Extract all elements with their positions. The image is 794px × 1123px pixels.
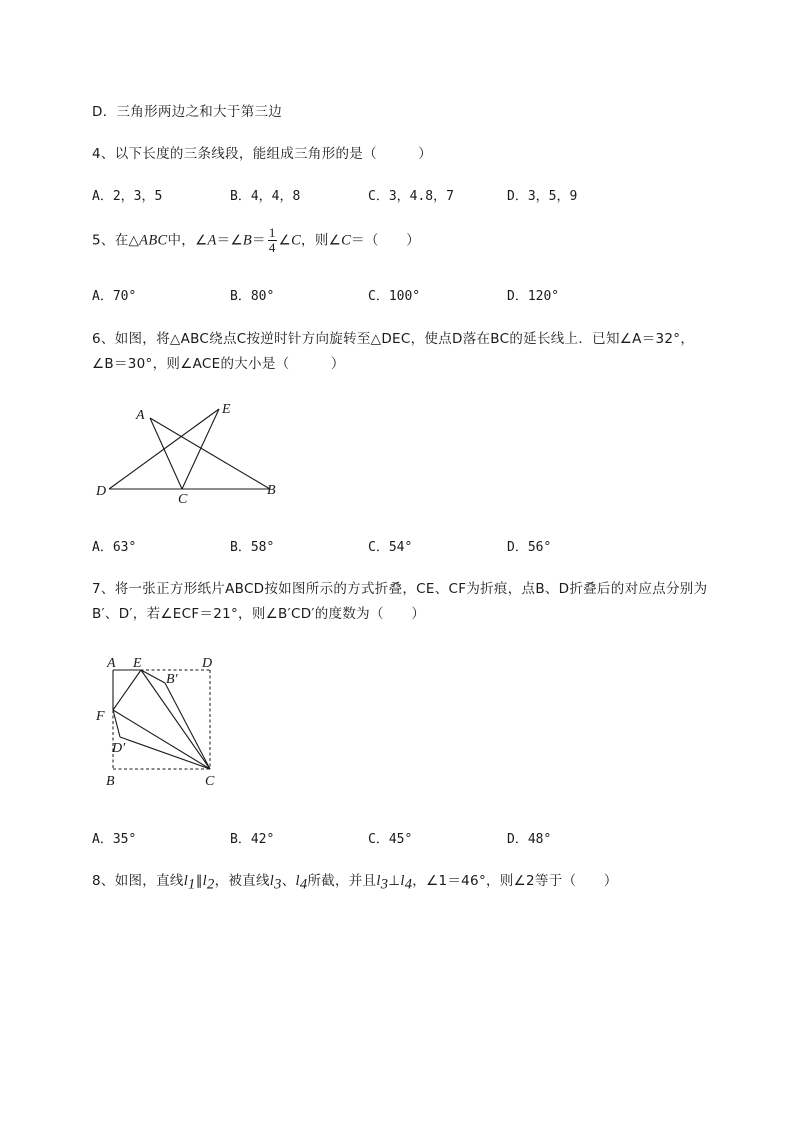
q5-eq2: ＝: [252, 232, 266, 249]
q8-suffix: ，∠1＝46°，则∠2等于（ ）: [412, 873, 618, 889]
q6-option-b: B．58°: [230, 540, 275, 555]
q7-segment-ef: [113, 670, 141, 710]
q7-label-c: C: [205, 774, 215, 789]
q8-l4b: l: [400, 873, 405, 889]
q8-stem: [92, 869, 618, 894]
q8-l4-sub: 4: [299, 876, 308, 893]
q5-c: C: [291, 232, 302, 249]
q7-label-e: E: [133, 656, 142, 671]
q8-l1-sub: 1: [188, 876, 196, 893]
q7-figure: [90, 650, 230, 790]
q8-sep: 、: [281, 873, 296, 889]
q5-eq1: ＝∠: [216, 232, 243, 249]
q3-option-d: D．三角形两边之和大于第三边: [92, 104, 283, 120]
q4-stem: 4、以下长度的三条线段，能组成三角形的是（ ）: [92, 146, 433, 162]
q7-option-c: C．45°: [368, 832, 413, 847]
q6-segment-ec: [182, 409, 219, 489]
q8-l1: l: [183, 873, 189, 889]
q6-stem-line2: ∠B＝30°，则∠ACE的大小是（ ）: [92, 356, 345, 372]
q5-option-d: D．120°: [507, 289, 560, 304]
q5-frac-denominator: 4: [268, 240, 276, 255]
q7-option-d: D．48°: [507, 832, 552, 847]
q7-label-a: A: [107, 656, 116, 671]
q6-label-d: D: [96, 484, 107, 499]
q6-label-a: A: [136, 408, 145, 423]
q4-option-d: D．3，5，9: [507, 189, 578, 204]
q7-stem-line2: B′、D′，若∠ECF＝21°，则∠B′CD′的度数为（ ）: [92, 606, 426, 622]
q6-figure: [90, 395, 290, 510]
q6-option-a: A．63°: [92, 540, 137, 555]
q7-segment-e-bprime: [141, 670, 165, 683]
q8-l3: l: [269, 873, 275, 889]
q7-option-a: A．35°: [92, 832, 137, 847]
q5-frac-numerator: 1: [268, 225, 276, 240]
q6-stem-line1: 6、如图，将△ABC绕点C按逆时针方向旋转至△DEC，使点D落在BC的延长线上．已知∠A＝32°，: [92, 331, 695, 347]
q8-l4b-sub: 4: [404, 876, 413, 893]
q5-mid2: ∠: [278, 232, 292, 249]
q6-segment-ac: [150, 418, 182, 489]
q8-l4: l: [295, 873, 300, 889]
q5-suffix: ＝（ ）: [351, 232, 421, 249]
q4-option-b: B．4，4，8: [230, 189, 301, 204]
q7-label-f: F: [96, 709, 105, 724]
q6-label-c: C: [178, 492, 188, 507]
q7-label-dprime: D′: [112, 741, 126, 756]
q5-a: A: [207, 232, 217, 249]
q8-parallel: ∥: [195, 873, 203, 889]
q5-option-c: C．100°: [368, 289, 421, 304]
q6-option-c: C．54°: [368, 540, 413, 555]
q6-label-b: B: [267, 483, 276, 498]
q4-option-c: C．3，4.8，7: [368, 189, 454, 204]
q5-mid1: 中，∠: [167, 232, 208, 249]
q8-l2: l: [202, 873, 208, 889]
q8-l3b-sub: 3: [380, 876, 389, 893]
q7-stem-line1: 7、将一张正方形纸片ABCD按如图所示的方式折叠，CE、CF为折痕，点B、D折叠后的对应点分别为: [92, 581, 708, 597]
q5-b: B: [242, 232, 253, 249]
q5-fraction: [268, 226, 277, 255]
q5-option-a: A．70°: [92, 289, 137, 304]
q7-label-bprime: B′: [166, 672, 178, 687]
q7-label-d: D: [202, 656, 213, 671]
q5-abc: ABC: [139, 232, 168, 249]
q5-mid3: ，则∠: [301, 232, 342, 249]
q6-option-d: D．56°: [507, 540, 552, 555]
q8-mid2: 所截，并且: [307, 873, 377, 889]
q8-l3-sub: 3: [274, 876, 282, 893]
q5-c2: C: [341, 232, 352, 249]
q8-l3b: l: [376, 873, 381, 889]
q8-mid1: ，被直线: [214, 873, 270, 889]
q6-label-e: E: [222, 402, 231, 417]
q7-label-b: B: [106, 774, 115, 789]
q8-prefix: 8、如图，直线: [92, 873, 184, 889]
q4-option-a: A．2，3，5: [92, 189, 163, 204]
q7-option-b: B．42°: [230, 832, 275, 847]
q8-l2-sub: 2: [207, 876, 215, 893]
q7-segment-bprime-c: [165, 683, 210, 769]
q5-stem: [92, 226, 420, 255]
q5-prefix: 5、在△: [92, 232, 140, 249]
q5-option-b: B．80°: [230, 289, 275, 304]
q8-perp: ⊥: [388, 873, 401, 889]
